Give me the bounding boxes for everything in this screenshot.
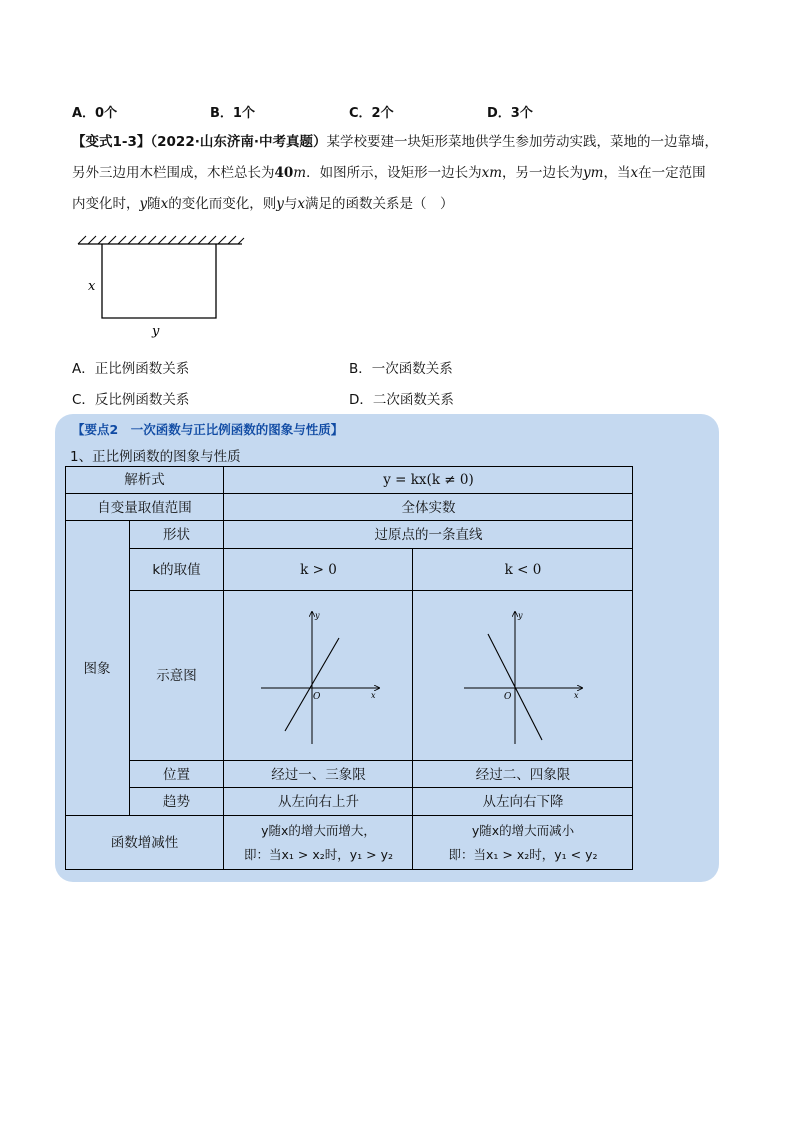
choice-c[interactable]: C．反比例函数关系 — [72, 392, 190, 408]
axis-y-label: y — [518, 611, 523, 620]
monotonicity-positive — [224, 816, 413, 870]
position-positive: 经过一、三象限 — [271, 766, 366, 783]
q-l3-a: 内变化时， — [72, 196, 140, 212]
monotonicity-label: 函数增减性 — [110, 835, 179, 851]
shape-label: 形状 — [163, 527, 190, 543]
choice-b[interactable]: B．一次函数关系 — [349, 361, 453, 377]
axis-x-label: x — [371, 691, 376, 700]
q-l2-x2: x — [630, 165, 639, 181]
question-line-1 — [72, 127, 732, 158]
shape-value: 过原点的一条直线 — [374, 527, 483, 543]
mono-pos-line2: 即：当x₁ > x₂时，y₁ > y₂ — [244, 847, 393, 862]
row-formula-value: y = kx(k ≠ 0) — [383, 472, 474, 488]
row-domain-label: 自变量取值范围 — [97, 499, 192, 516]
q-l2-d: ，当 — [603, 165, 631, 181]
origin-label: O — [313, 692, 321, 702]
graph-k-positive — [255, 606, 385, 751]
question-tag: 【变式1-3】 — [72, 134, 151, 150]
q-l3-y: y — [139, 196, 148, 212]
graph-k-negative — [458, 606, 588, 751]
q-l3-y2: y — [276, 196, 284, 212]
q-l3-c: 的变化而变化，则 — [168, 196, 277, 212]
position-label: 位置 — [163, 766, 190, 783]
k-negative: k < 0 — [504, 562, 542, 578]
row-domain-value: 全体实数 — [401, 499, 456, 516]
row-formula-label: 解析式 — [124, 472, 165, 488]
properties-table — [65, 466, 633, 870]
question-source: （2022·山东济南·中考真题） — [150, 134, 327, 150]
q-l3-x: x — [160, 196, 169, 212]
q-l3-e: 满足的函数关系是（ ） — [305, 196, 454, 212]
q-l2-x: xm — [481, 165, 503, 181]
trend-label: 趋势 — [163, 794, 190, 810]
question-line-2 — [72, 158, 732, 189]
option-d-prev: D．3个 — [487, 106, 533, 121]
section-subtitle: 1、正比例函数的图象与性质 — [70, 449, 241, 465]
q-l2-b: ．如图所示，设矩形一边长为 — [306, 165, 482, 181]
figure-x-label: x — [88, 279, 96, 294]
fence-outline — [102, 244, 216, 318]
q-l2-c: ，另一边长为 — [502, 165, 584, 181]
mono-pos-line1: y随x的增大而增大， — [261, 823, 376, 838]
trend-positive: 从左向右上升 — [278, 794, 359, 810]
monotonicity-negative — [413, 816, 633, 870]
q-l2-len: 40 — [274, 165, 294, 181]
q-l2-y: ym — [583, 165, 604, 181]
axis-y-label: y — [315, 611, 320, 620]
k-positive: k > 0 — [300, 562, 337, 578]
wall-hatching — [78, 236, 244, 244]
mono-neg-line1: y随x的增大而减小 — [471, 823, 575, 838]
question-text — [72, 127, 732, 220]
section-title: 【要点2 一次函数与正比例函数的图象与性质】 — [72, 422, 344, 437]
q-l3-x3: x — [297, 196, 306, 212]
option-b-prev: B．1个 — [210, 106, 255, 121]
graph-group-label: 图象 — [83, 660, 111, 677]
option-c-prev: C．2个 — [349, 106, 394, 121]
figure-y-label: y — [152, 324, 160, 339]
q-l2-a: 另外三边用木栏围成，木栏总长为 — [72, 165, 275, 181]
trend-negative: 从左向右下降 — [482, 794, 564, 810]
diagram-label: 示意图 — [156, 668, 197, 684]
question-line1-text: 某学校要建一块矩形菜地供学生参加劳动实践，菜地的一边靠墙， — [326, 134, 718, 150]
origin-label: O — [504, 692, 512, 702]
choice-d[interactable]: D．二次函数关系 — [349, 392, 454, 408]
garden-figure — [72, 232, 252, 342]
axis-x-label: x — [574, 691, 579, 700]
question-line-3 — [72, 189, 732, 220]
k-label: k的取值 — [152, 562, 201, 578]
choice-a[interactable]: A．正比例函数关系 — [72, 361, 190, 377]
option-a-prev: A．0个 — [72, 106, 118, 121]
q-l2-e: 在一定范围 — [638, 165, 706, 181]
q-l2-unit: m — [293, 165, 307, 181]
position-negative: 经过二、四象限 — [475, 766, 571, 783]
q-l3-b: 随 — [147, 196, 161, 212]
mono-neg-line2: 即：当x₁ > x₂时，y₁ < y₂ — [448, 847, 598, 862]
q-l3-d: 与 — [283, 196, 298, 212]
